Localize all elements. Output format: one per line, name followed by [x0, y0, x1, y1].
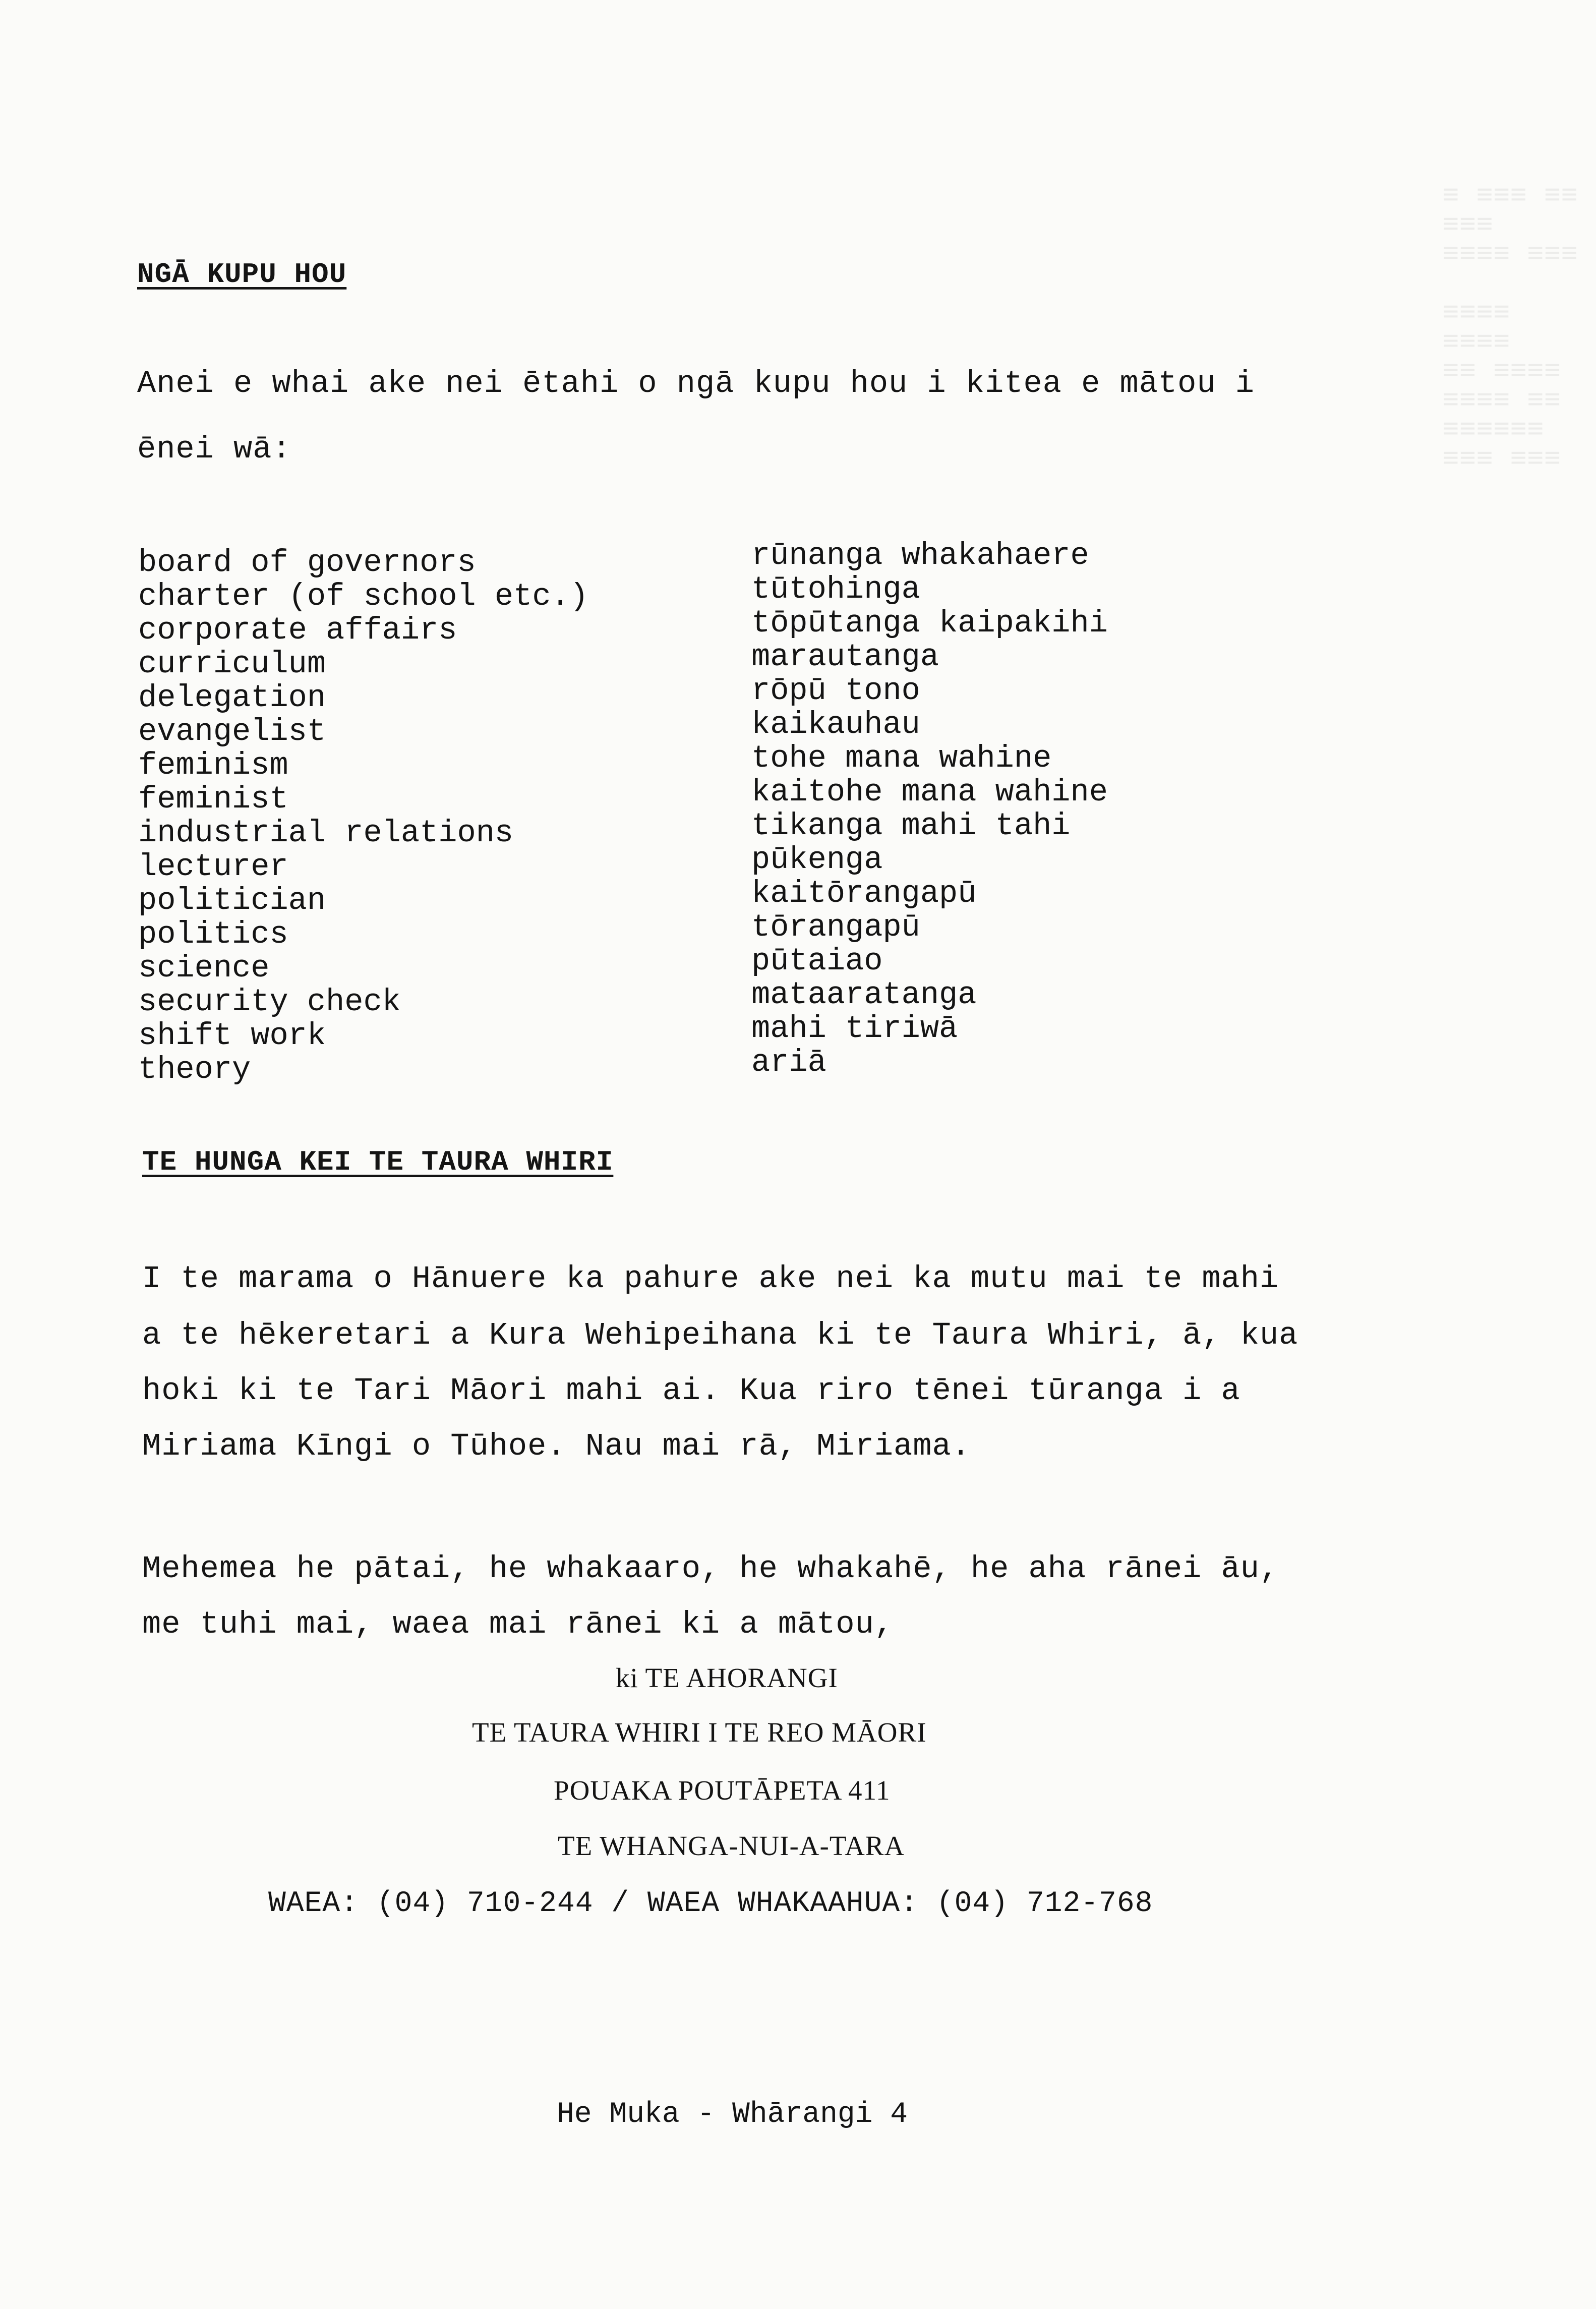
vocab-maori: pūkenga	[751, 842, 883, 878]
vocab-maori: marautanga	[751, 639, 939, 675]
vocab-english: shift work	[138, 1018, 326, 1054]
vocab-maori: kaikauhau	[751, 707, 920, 742]
phone-fax-line: WAEA: (04) 710-244 / WAEA WHAKAAHUA: (04) 712-768	[268, 1887, 1153, 1920]
intro-line-1: Anei e whai ake nei ētahi o ngā kupu hou i kitea e mātou i	[137, 366, 1255, 401]
vocab-english: politics	[138, 916, 288, 952]
address-line-2: TE TAURA WHIRI I TE REO MĀORI	[472, 1717, 927, 1748]
vocab-english: corporate affairs	[138, 612, 457, 648]
vocab-english: lecturer	[138, 849, 288, 885]
paragraph-1-line-4: Miriama Kīngi o Tūhoe. Nau mai rā, Miriama.	[142, 1428, 971, 1464]
vocab-english: industrial relations	[138, 815, 514, 851]
vocab-maori: kaitōrangapū	[751, 876, 977, 911]
bleed-through-text: ≡ ≡≡≡ ≡≡ ≡≡≡ ≡≡≡≡ ≡≡≡ ≡≡≡≡ ≡≡≡≡ ≡≡ ≡≡≡≡ ≡≡≡≡ ≡≡ ≡≡≡≡≡≡ ≡≡≡ ≡≡≡	[1442, 182, 1578, 474]
vocab-maori: pūtaiao	[751, 943, 883, 979]
vocab-maori-column	[751, 539, 1108, 1079]
vocab-english: evangelist	[138, 714, 326, 749]
paragraph-2-line-1: Mehemea he pātai, he whakaaro, he whakahē, he aha rānei āu,	[142, 1551, 1279, 1587]
paragraph-1-line-3: hoki ki te Tari Māori mahi ai. Kua riro tēnei tūranga i a	[142, 1373, 1240, 1409]
vocab-english: delegation	[138, 680, 326, 716]
heading-nga-kupu-hou: NGĀ KUPU HOU	[137, 258, 347, 291]
intro-line-2: ēnei wā:	[137, 431, 291, 467]
address-line-3: POUAKA POUTĀPETA 411	[554, 1775, 891, 1806]
vocab-maori: tōrangapū	[751, 909, 920, 945]
vocab-english: charter (of school etc.)	[138, 579, 588, 614]
paragraph-1-line-2: a te hēkeretari a Kura Wehipeihana ki te Taura Whiri, ā, kua	[142, 1317, 1298, 1353]
vocab-maori: mataaratanga	[751, 977, 977, 1013]
vocab-maori: ariā	[751, 1045, 826, 1080]
vocab-english: security check	[138, 984, 401, 1020]
vocab-english: curriculum	[138, 646, 326, 682]
vocab-maori: mahi tiriwā	[751, 1011, 958, 1047]
vocab-maori: rūnanga whakahaere	[751, 538, 1089, 573]
paragraph-1-line-1: I te marama o Hānuere ka pahure ake nei ka mutu mai te mahi	[142, 1261, 1279, 1297]
vocab-english: politician	[138, 883, 326, 918]
vocab-maori: tōpūtanga kaipakihi	[751, 605, 1108, 641]
address-line-1: ki TE AHORANGI	[616, 1662, 838, 1693]
vocab-english: board of governors	[138, 545, 476, 581]
vocab-maori: rōpū tono	[751, 673, 920, 709]
vocab-maori: tohe mana wahine	[751, 740, 1052, 776]
vocab-english: theory	[138, 1052, 251, 1087]
vocab-english: feminist	[138, 781, 288, 817]
vocab-maori: tikanga mahi tahi	[751, 808, 1071, 844]
page-footer: He Muka - Whārangi 4	[557, 2098, 908, 2131]
vocab-maori: kaitohe mana wahine	[751, 774, 1108, 810]
vocab-maori: tūtohinga	[751, 571, 920, 607]
vocab-english-column	[138, 546, 588, 1086]
vocab-english: feminism	[138, 747, 288, 783]
heading-te-hunga: TE HUNGA KEI TE TAURA WHIRI	[142, 1146, 614, 1178]
address-line-4: TE WHANGA-NUI-A-TARA	[558, 1830, 905, 1861]
paragraph-2-line-2: me tuhi mai, waea mai rānei ki a mātou,	[142, 1606, 894, 1642]
vocab-english: science	[138, 950, 270, 986]
